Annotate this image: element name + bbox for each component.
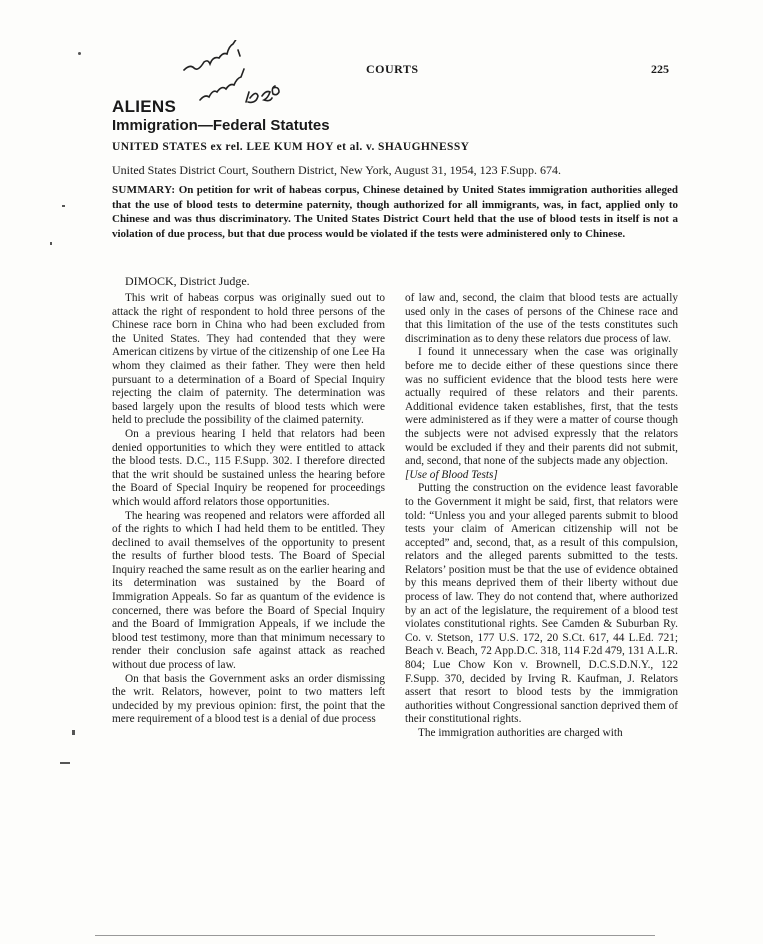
scan-speck <box>62 205 65 207</box>
scan-speck <box>72 730 75 735</box>
summary-label: SUMMARY: <box>112 184 176 196</box>
subheading: [Use of Blood Tests] <box>405 468 498 481</box>
summary-text: On petition for writ of habeas corpus, Chinese detained by United States immigration authorities alleged that the use of blood tests to determine paternity, though authorized for all immigrants, was, in fact, applied only to Chinese and was thus discriminatory. The United States District Court held that the use of blood tests in itself is not a violation of due process, but that due process would be violated if the tests were administered only to Chinese. <box>112 184 678 240</box>
paragraph: The hearing was reopened and relators were afforded all of the rights to which I had held them to be entitled. They declined to avail themselves of the opportunity to present the results of further blood tests. The Board of Special Inquiry reached the same result as on the earlier hearing and its determination was sustained by the Board of Immigration Appeals. So far as quantum of the evidence is concerned, there was before the Board of Special Inquiry and the Board of Immigration Appeals, if we include the blood test testimony, more than that minimum necessary to render their conclusion safe against attack as reached without due process of law. <box>112 509 385 672</box>
paragraph: On that basis the Government asks an order dismissing the writ. Relators, however, point to two matters left undecided by my previous opinion: first, the point that the mere requirement of a blood test is a denial of due process <box>112 672 385 726</box>
handwritten-annotation <box>180 40 290 120</box>
scan-speck <box>60 762 70 764</box>
paragraph: of law and, second, the claim that blood tests are actually used only in the cases of persons of the Chinese race and that this limitation of the use of the tests constitutes such discrimination as to deny these relators due process of law. <box>405 292 678 345</box>
case-title: UNITED STATES ex rel. LEE KUM HOY et al. v. SHAUGHNESSY <box>112 141 470 153</box>
judge-name: DIMOCK, District Judge. <box>125 274 250 288</box>
paragraph: The immigration authorities are charged with <box>418 727 623 739</box>
paragraph: Putting the construction on the evidence least favorable to the Government it might be said, first, that relators were told: “Unless you and your alleged parents submit to blood tests your claim of American citizenship will not be accepted” and, second, that, as a result of this compulsion, relators and the alleged parents submitted to the tests. Relators’ position must be that the use of evidence obtained by this means deprived them of their liberty without due process of law. They do not contend that, where authorized by an act of the legislature, the requirement of a blood test violates constitutional rights. See Camden & Suburban Ry. Co. v. Stetson, 177 U.S. 172, 20 S.Ct. 617, 44 L.Ed. 721; Beach v. Beach, 72 App.D.C. 318, 114 F.2d 479, 131 A.L.R. 804; Lue Chow Kon v. Brownell, D.C.S.D.N.Y., 122 F.Supp. 370, decided by Irving R. Kaufman, J. Relators assert that resort to blood tests by the immigration authorities without Congressional sanction deprived them of their constitutional rights. <box>405 482 678 726</box>
paragraph: On a previous hearing I held that relators had been denied opportunities to which they were entitled to attack the blood tests. D.C., 115 F.Supp. 302. I therefore directed that the writ should be sustained unless the hearing before the Board of Special Inquiry be reopened for proceedings which would afford relators those opportunities. <box>112 427 385 508</box>
right-column <box>405 292 678 741</box>
section-subtitle: Immigration—Federal Statutes <box>112 117 330 134</box>
left-column <box>112 292 385 727</box>
footer-rule <box>95 935 655 936</box>
section-title: ALIENS <box>112 97 177 116</box>
paragraph: This writ of habeas corpus was originally sued out to attack the right of respondent to hold three persons of the Chinese race born in China who had been excluded from the United States. They had contended that they were American citizens by virtue of the citizenship of one Lee Ha whom they claimed as their father. They were then held pursuant to a determination of a Board of Special Inquiry rejecting the claim of paternity. The determination was based largely upon the results of blood tests which were held to preclude the possibility of the claimed paternity. <box>112 292 385 427</box>
scan-speck <box>78 52 81 55</box>
running-head: COURTS <box>366 62 419 76</box>
paragraph: I found it unnecessary when the case was originally before me to decide either of these questions since there was no sufficient evidence that the blood tests here were actually required of these relators and their parents. Additional evidence taken establishes, first, that the tests were administered as if they were a matter of course though the subjects were not advised expressly that the relators would be excluded if they and their parents did not submit, and, second, that none of the subjects made any objection. <box>405 346 678 468</box>
case-summary <box>112 183 678 241</box>
page-number: 225 <box>651 62 669 76</box>
court-citation: United States District Court, Southern District, New York, August 31, 1954, 123 F.Supp. 674. <box>112 163 562 177</box>
scan-speck <box>50 242 52 245</box>
